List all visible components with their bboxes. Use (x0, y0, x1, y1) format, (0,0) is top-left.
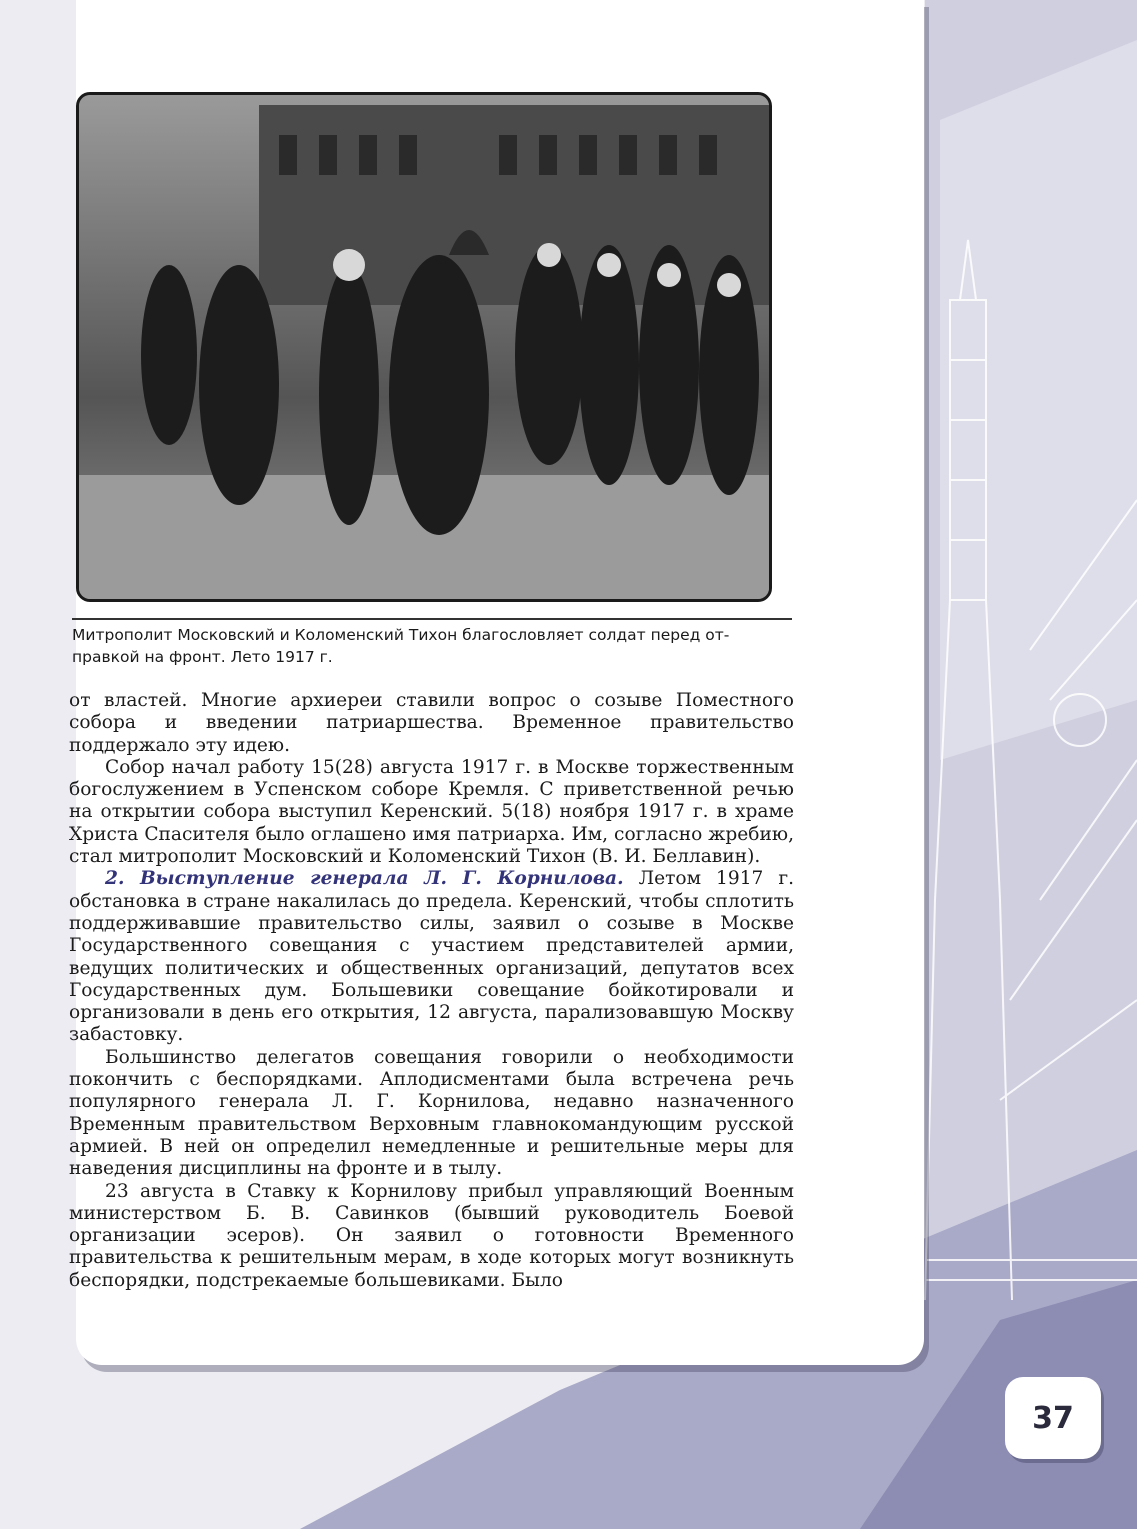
paragraph: 23 августа в Ставку к Корнилову прибыл управляющий Военным министерством Б. В. Савинков (бывший руководитель Боевой организации эсеров). Он заявил о готовности Временного правительства к решительным мерам, в ходе которых могут возникнуть беспорядки, подстрекаемые большевиками. Было (69, 1180, 794, 1291)
main-text (69, 690, 794, 1292)
light-band (940, 40, 1137, 760)
section-heading: 2. Выступление генерала Л. Г. Корнилова. (105, 868, 624, 890)
paragraph: Большинство делегатов совещания говорили о необходимости покончить с беспорядками. Аплодисментами была встречена речь популярного генерала Л. Г. Корнилова, недавно назначенного Временным правительством Верховным главнокомандующим русской армией. В ней он определил немедленные и решительные меры для наведения дисциплины на фронте и в тылу. (69, 1046, 794, 1180)
section-paragraph (69, 868, 794, 1046)
section-intro: Летом 1917 г. обстановка в стране накалилась до предела. Керенский, чтобы сплотить поддерживавшие правительство силы, заявил о созыве в Москве Государственного совещания с участием представителей армии, ведущих политических и общественных организаций, депутатов всех Государственных дум. Большевики совещание бойкотировали и организовали в день его открытия, 12 августа, парализовавшую Москву забастовку. (69, 868, 795, 1046)
page-number-box (1005, 1377, 1101, 1459)
photo-illustration (79, 95, 769, 599)
historical-photo (76, 92, 772, 602)
paragraph: от властей. Многие архиереи ставили вопрос о созыве Поместного собора и введении патриаршества. Временное правительство поддержало эту идею. (69, 690, 794, 756)
paragraph: Собор начал работу 15(28) августа 1917 г. в Москве торжественным богослужением в Успенском соборе Кремля. С приветственной речью на открытии собора выступил Керенский. 5(18) ноября 1917 г. в храме Христа Спасителя было оглашено имя патриарха. Им, согласно жребию, стал митрополит Московский и Коломенский Тихон (В. И. Беллавин). (69, 756, 794, 868)
photo-caption: Митрополит Московский и Коломенский Тихон благословляет солдат перед от-правкой на фронт. Лето 1917 г. (72, 626, 730, 666)
caption-rule (72, 618, 792, 620)
page-number: 37 (1032, 1400, 1074, 1436)
